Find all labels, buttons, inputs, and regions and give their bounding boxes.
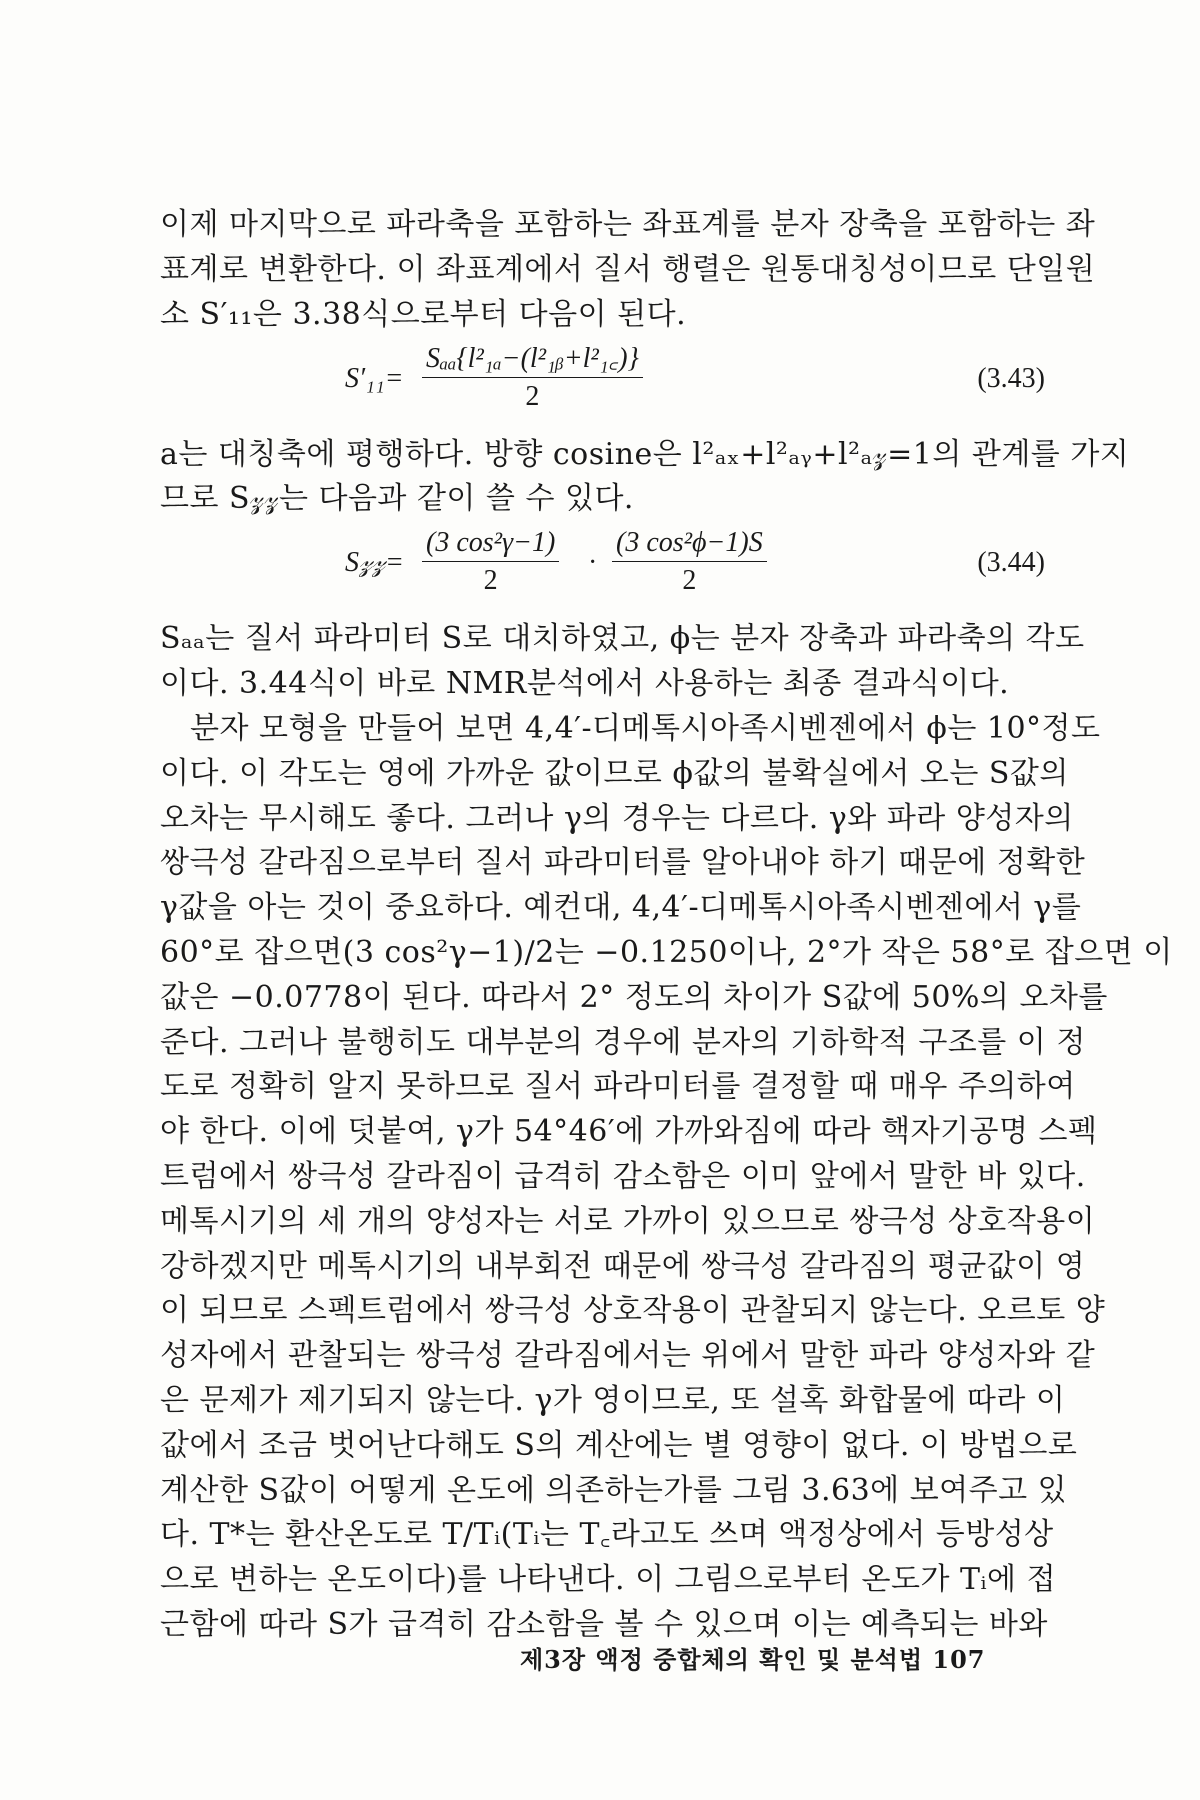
equation-numerator: (3 cos²ϕ−1)S: [612, 525, 767, 562]
text-line: 60°로 잡으면(3 cos²γ−1)/2는 −0.1250이나, 2°가 작은 58°로 잡으면 이: [160, 934, 1173, 970]
text-line: 성자에서 관찰되는 쌍극성 갈라짐에서는 위에서 말한 파라 양성자와 같: [160, 1338, 1096, 1374]
text-line: 도로 정확히 알지 못하므로 질서 파라미터를 결정할 때 매우 주의하여: [160, 1069, 1076, 1105]
equation-fraction: [422, 341, 643, 416]
text-line: 오차는 무시해도 좋다. 그러나 γ의 경우는 다르다. γ와 파라 양성자의: [160, 800, 1074, 836]
page-footer: 제3장 액정 중합체의 확인 및 분석법 107: [520, 1645, 986, 1674]
equation-fraction-2: [612, 525, 767, 600]
equation-denominator: 2: [483, 565, 498, 597]
text-line: γ값을 아는 것이 중요하다. 예컨대, 4,4′-디메톡시아족시벤젠에서 γ를: [160, 890, 1082, 926]
text-line: 값은 −0.0778이 된다. 따라서 2° 정도의 차이가 S값에 50%의 오차를: [160, 979, 1108, 1015]
text-line: 소 S′₁₁은 3.38식으로부터 다음이 된다.: [160, 296, 687, 332]
text-line: 트럼에서 쌍극성 갈라짐이 급격히 감소함은 이미 앞에서 말한 바 있다.: [160, 1158, 1086, 1194]
equation-lhs: S𝓏𝓏=: [345, 547, 404, 579]
text-line: 이다. 3.44식이 바로 NMR분석에서 사용하는 최종 결과식이다.: [160, 666, 1010, 702]
equation-lhs: S′₁₁=: [345, 362, 404, 394]
equation-number: (3.44): [977, 547, 1045, 579]
equation-fraction-1: [422, 525, 559, 600]
equation-numerator: (3 cos²γ−1): [422, 525, 559, 562]
text-line: 계산한 S값이 어떻게 온도에 의존하는가를 그림 3.63에 보여주고 있: [160, 1472, 1068, 1508]
text-line: 강하겠지만 메톡시기의 내부회전 때문에 쌍극성 갈라짐의 평균값이 영: [160, 1248, 1086, 1284]
text-line: 으로 변하는 온도이다)를 나타낸다. 이 그림으로부터 온도가 Tᵢ에 접: [160, 1562, 1057, 1598]
text-line: 이다. 이 각도는 영에 가까운 값이므로 ϕ값의 불확실에서 오는 S값의: [160, 755, 1069, 791]
text-line: 메톡시기의 세 개의 양성자는 서로 가까이 있으므로 쌍극성 상호작용이: [160, 1203, 1096, 1239]
equation-numerator: Sₐₐ{l²₁ₐ−(l²₁ᵦ+l²₁꜀)}: [422, 341, 643, 378]
text-line: 값에서 조금 벗어난다해도 S의 계산에는 별 영향이 없다. 이 방법으로: [160, 1427, 1078, 1463]
text-line: a는 대칭축에 평행하다. 방향 cosine은 l²ₐₓ+l²ₐᵧ+l²ₐ𝓏=1의 관계를 가지: [160, 436, 1130, 472]
text-line: 이제 마지막으로 파라축을 포함하는 좌표계를 분자 장축을 포함하는 좌: [160, 207, 1096, 242]
text-line: Sₐₐ는 질서 파라미터 S로 대치하였고, ϕ는 분자 장축과 파라축의 각도: [160, 621, 1085, 657]
equation-denominator: 2: [525, 380, 540, 412]
text-line: 준다. 그러나 불행히도 대부분의 경우에 분자의 기하학적 구조를 이 정: [160, 1024, 1086, 1060]
equation-number: (3.43): [977, 362, 1045, 394]
text-line: 쌍극성 갈라짐으로부터 질서 파라미터를 알아내야 하기 때문에 정확한: [160, 845, 1086, 881]
paragraph-3: [160, 619, 1085, 704]
text-line: 표계로 변환한다. 이 좌표계에서 질서 행렬은 원통대칭성이므로 단일원: [160, 251, 1096, 287]
text-line: 분자 모형을 만들어 보면 4,4′-디메톡시아족시벤젠에서 ϕ는 10°정도: [190, 710, 1101, 746]
paragraph-2: [160, 435, 1130, 520]
paragraph-4: [160, 709, 1173, 1645]
text-line: 므로 S𝓏𝓏는 다음과 같이 쓸 수 있다.: [160, 481, 634, 517]
equation-3-43: [160, 341, 1045, 421]
equation-3-44: [160, 525, 1045, 605]
text-line: 근함에 따라 S가 급격히 감소함을 볼 수 있으며 이는 예측되는 바와: [160, 1606, 1048, 1642]
equation-denominator: 2: [682, 565, 697, 597]
text-line: 다. T*는 환산온도로 T/Tᵢ(Tᵢ는 T꜀라고도 쓰며 액정상에서 등방성상: [160, 1517, 1054, 1553]
text-line: 이 되므로 스펙트럼에서 쌍극성 상호작용이 관찰되지 않는다. 오르토 양: [160, 1293, 1106, 1329]
text-line: 은 문제가 제기되지 않는다. γ가 영이므로, 또 설혹 화합물에 따라 이: [160, 1382, 1066, 1418]
equation-operator: ·: [588, 547, 598, 579]
text-line: 야 한다. 이에 덧붙여, γ가 54°46′에 가까와짐에 따라 핵자기공명 스펙: [160, 1114, 1098, 1150]
page-body: [160, 205, 1173, 1650]
paragraph-1: [160, 205, 1096, 335]
